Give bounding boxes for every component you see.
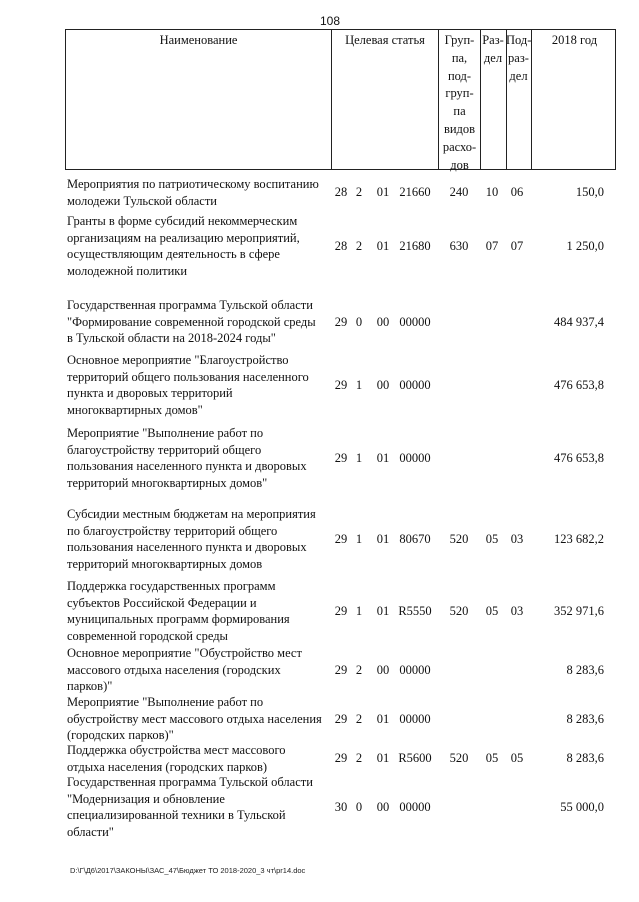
target-code-direction: R5550 xyxy=(398,603,432,618)
row-name-line: Государственная программа Тульской области xyxy=(67,298,313,312)
target-code-event: 01 xyxy=(376,603,390,618)
expense-group: 630 xyxy=(449,238,469,253)
amount-2018: 8 283,6 xyxy=(566,662,604,677)
row-name xyxy=(67,645,329,695)
row-name-line: субъектов Российской Федерации и xyxy=(67,595,257,610)
target-code-direction: 80670 xyxy=(399,531,431,546)
row-name-line: Основное мероприятие "Благоустройство xyxy=(67,353,289,367)
row-name xyxy=(67,425,329,491)
target-code-direction: 00000 xyxy=(399,662,431,677)
header-name: Наименование xyxy=(159,33,238,47)
amount-2018: 123 682,2 xyxy=(554,531,604,546)
header-line: под- xyxy=(447,68,472,83)
row-name xyxy=(67,578,329,644)
row-name-line: муниципальных программ формирования xyxy=(67,612,290,626)
subsection: 05 xyxy=(510,751,524,766)
header-line: дел xyxy=(483,50,503,65)
amount-2018: 8 283,6 xyxy=(566,751,604,766)
target-code-event: 00 xyxy=(376,377,390,392)
target-code-subprogram: 2 xyxy=(355,185,363,200)
column-divider xyxy=(531,30,532,169)
row-name xyxy=(67,694,329,744)
row-name xyxy=(67,213,329,279)
target-code-event: 01 xyxy=(376,238,390,253)
subsection: 03 xyxy=(510,603,524,618)
header-target-article: Целевая статья xyxy=(345,33,425,47)
row-name-line: организациям на реализацию мероприятий, xyxy=(67,230,300,245)
header-expense-group xyxy=(439,32,480,174)
subsection: 06 xyxy=(510,185,524,200)
header-line: расхо- xyxy=(442,139,477,154)
row-name-line: Основное мероприятие "Обустройство мест xyxy=(67,646,302,660)
header-line: груп- xyxy=(445,86,474,101)
header-section xyxy=(480,32,506,68)
target-code-program: 29 xyxy=(334,751,348,766)
row-name-line: обустройству мест массового отдыха населения xyxy=(67,711,322,726)
target-code-event: 01 xyxy=(376,711,390,726)
row-name-line: территорий многоквартирных домов xyxy=(67,556,263,571)
header-line: па, xyxy=(451,50,468,65)
row-name-line: Мероприятие "Выполнение работ по xyxy=(67,695,264,709)
header-line: Раз- xyxy=(482,33,504,47)
expense-group: 520 xyxy=(449,751,469,766)
target-code-subprogram: 1 xyxy=(355,531,363,546)
row-name-line: пользования населенного пункта и дворовых xyxy=(67,540,307,554)
expense-group: 520 xyxy=(449,531,469,546)
target-code-subprogram: 2 xyxy=(355,751,363,766)
target-code-direction: 00000 xyxy=(399,799,431,814)
amount-2018: 476 653,8 xyxy=(554,450,604,465)
amount-2018: 150,0 xyxy=(575,185,604,200)
header-line: па xyxy=(453,104,466,119)
target-code-event: 00 xyxy=(376,799,390,814)
header-line: Груп- xyxy=(444,33,475,47)
row-name-line: современной городской среды xyxy=(67,628,228,643)
row-name-line: области" xyxy=(67,824,114,839)
target-code-subprogram: 1 xyxy=(355,377,363,392)
target-code-direction: 00000 xyxy=(399,377,431,392)
header-line: раз- xyxy=(508,50,529,65)
amount-2018: 55 000,0 xyxy=(560,799,604,814)
row-name-line: Мероприятия по патриотическому воспитанию xyxy=(67,177,319,191)
header-line: видов xyxy=(443,121,476,136)
row-name-line: Государственная программа Тульской области xyxy=(67,775,313,789)
file-path-footer: D:\Г\Д6\2017\ЗАКОНЫ\ЗАС_47\Бюджет ТО 2018-2020_3 чт\pr14.doc xyxy=(70,866,306,875)
target-code-subprogram: 2 xyxy=(355,711,363,726)
amount-2018: 1 250,0 xyxy=(566,238,604,253)
expense-group: 520 xyxy=(449,603,469,618)
target-code-direction: 00000 xyxy=(399,711,431,726)
row-name-line: Гранты в форме субсидий некоммерческим xyxy=(67,214,298,228)
target-code-subprogram: 1 xyxy=(355,450,363,465)
header-line: дов xyxy=(450,157,469,172)
target-code-program: 28 xyxy=(334,238,348,253)
row-name-line: массового отдыха населения (городских xyxy=(67,662,281,677)
row-name-line: Поддержка обустройства мест массового xyxy=(67,743,286,757)
row-name-line: осуществляющим деятельность в сфере xyxy=(67,247,280,261)
row-name-line: отдыха населения (городских парков) xyxy=(67,759,268,774)
target-code-direction: R5600 xyxy=(398,751,432,766)
target-code-subprogram: 2 xyxy=(355,238,363,253)
row-name-line: молодежи Тульской области xyxy=(67,193,217,208)
target-code-program: 29 xyxy=(334,531,348,546)
section: 05 xyxy=(485,531,499,546)
target-code-program: 28 xyxy=(334,185,348,200)
row-name-line: (городских парков)" xyxy=(67,728,174,742)
target-code-program: 29 xyxy=(334,314,348,329)
row-name-line: пользования населенного пункта и дворовых xyxy=(67,459,307,473)
column-divider xyxy=(331,30,332,169)
row-name xyxy=(67,506,329,572)
row-name-line: территорий многоквартирных домов" xyxy=(67,475,268,490)
amount-2018: 476 653,8 xyxy=(554,377,604,392)
page-number: 108 xyxy=(319,14,341,28)
row-name xyxy=(67,742,329,775)
row-name-line: территорий общего пользования населенного xyxy=(67,369,309,384)
target-code-subprogram: 2 xyxy=(355,662,363,677)
row-name xyxy=(67,176,329,209)
expense-group: 240 xyxy=(449,185,469,200)
header-line: Под- xyxy=(506,33,532,47)
row-name-line: в Тульской области на 2018-2024 годы" xyxy=(67,331,276,345)
table-header xyxy=(65,29,616,170)
target-code-event: 00 xyxy=(376,314,390,329)
target-code-program: 29 xyxy=(334,377,348,392)
header-year: 2018 год xyxy=(551,33,598,47)
target-code-event: 00 xyxy=(376,662,390,677)
row-name-line: молодежной политики xyxy=(67,263,188,278)
subsection: 03 xyxy=(510,531,524,546)
row-name-line: многоквартирных домов" xyxy=(67,402,203,417)
row-name xyxy=(67,774,329,840)
row-name-line: "Формирование современной городской среды xyxy=(67,314,316,329)
target-code-subprogram: 0 xyxy=(355,314,363,329)
row-name-line: пункта и дворовых территорий xyxy=(67,386,233,400)
row-name-line: Субсидии местным бюджетам на мероприятия xyxy=(67,507,316,521)
subsection: 07 xyxy=(510,238,524,253)
amount-2018: 8 283,6 xyxy=(566,711,604,726)
header-subsection xyxy=(506,32,531,85)
row-name-line: Поддержка государственных программ xyxy=(67,579,276,593)
target-code-direction: 00000 xyxy=(399,314,431,329)
row-name-line: благоустройству территорий общего xyxy=(67,442,262,457)
section: 07 xyxy=(485,238,499,253)
target-code-direction: 21680 xyxy=(399,238,431,253)
row-name-line: специализированной техники в Тульской xyxy=(67,808,286,822)
target-code-event: 01 xyxy=(376,751,390,766)
row-name xyxy=(67,297,329,347)
header-line: дел xyxy=(509,68,528,83)
target-code-program: 29 xyxy=(334,662,348,677)
section: 05 xyxy=(485,751,499,766)
target-code-direction: 00000 xyxy=(399,450,431,465)
target-code-subprogram: 0 xyxy=(355,799,363,814)
section: 10 xyxy=(485,185,499,200)
row-name-line: "Модернизация и обновление xyxy=(67,791,225,806)
row-name-line: Мероприятие "Выполнение работ по xyxy=(67,426,264,440)
target-code-program: 29 xyxy=(334,450,348,465)
target-code-event: 01 xyxy=(376,531,390,546)
row-name xyxy=(67,352,329,418)
target-code-subprogram: 1 xyxy=(355,603,363,618)
target-code-program: 30 xyxy=(334,799,348,814)
row-name-line: по благоустройству территорий общего xyxy=(67,523,278,538)
target-code-event: 01 xyxy=(376,185,390,200)
section: 05 xyxy=(485,603,499,618)
amount-2018: 484 937,4 xyxy=(554,314,604,329)
row-name-line: парков)" xyxy=(67,679,113,693)
target-code-program: 29 xyxy=(334,603,348,618)
target-code-direction: 21660 xyxy=(399,185,431,200)
amount-2018: 352 971,6 xyxy=(554,603,604,618)
target-code-program: 29 xyxy=(334,711,348,726)
target-code-event: 01 xyxy=(376,450,390,465)
